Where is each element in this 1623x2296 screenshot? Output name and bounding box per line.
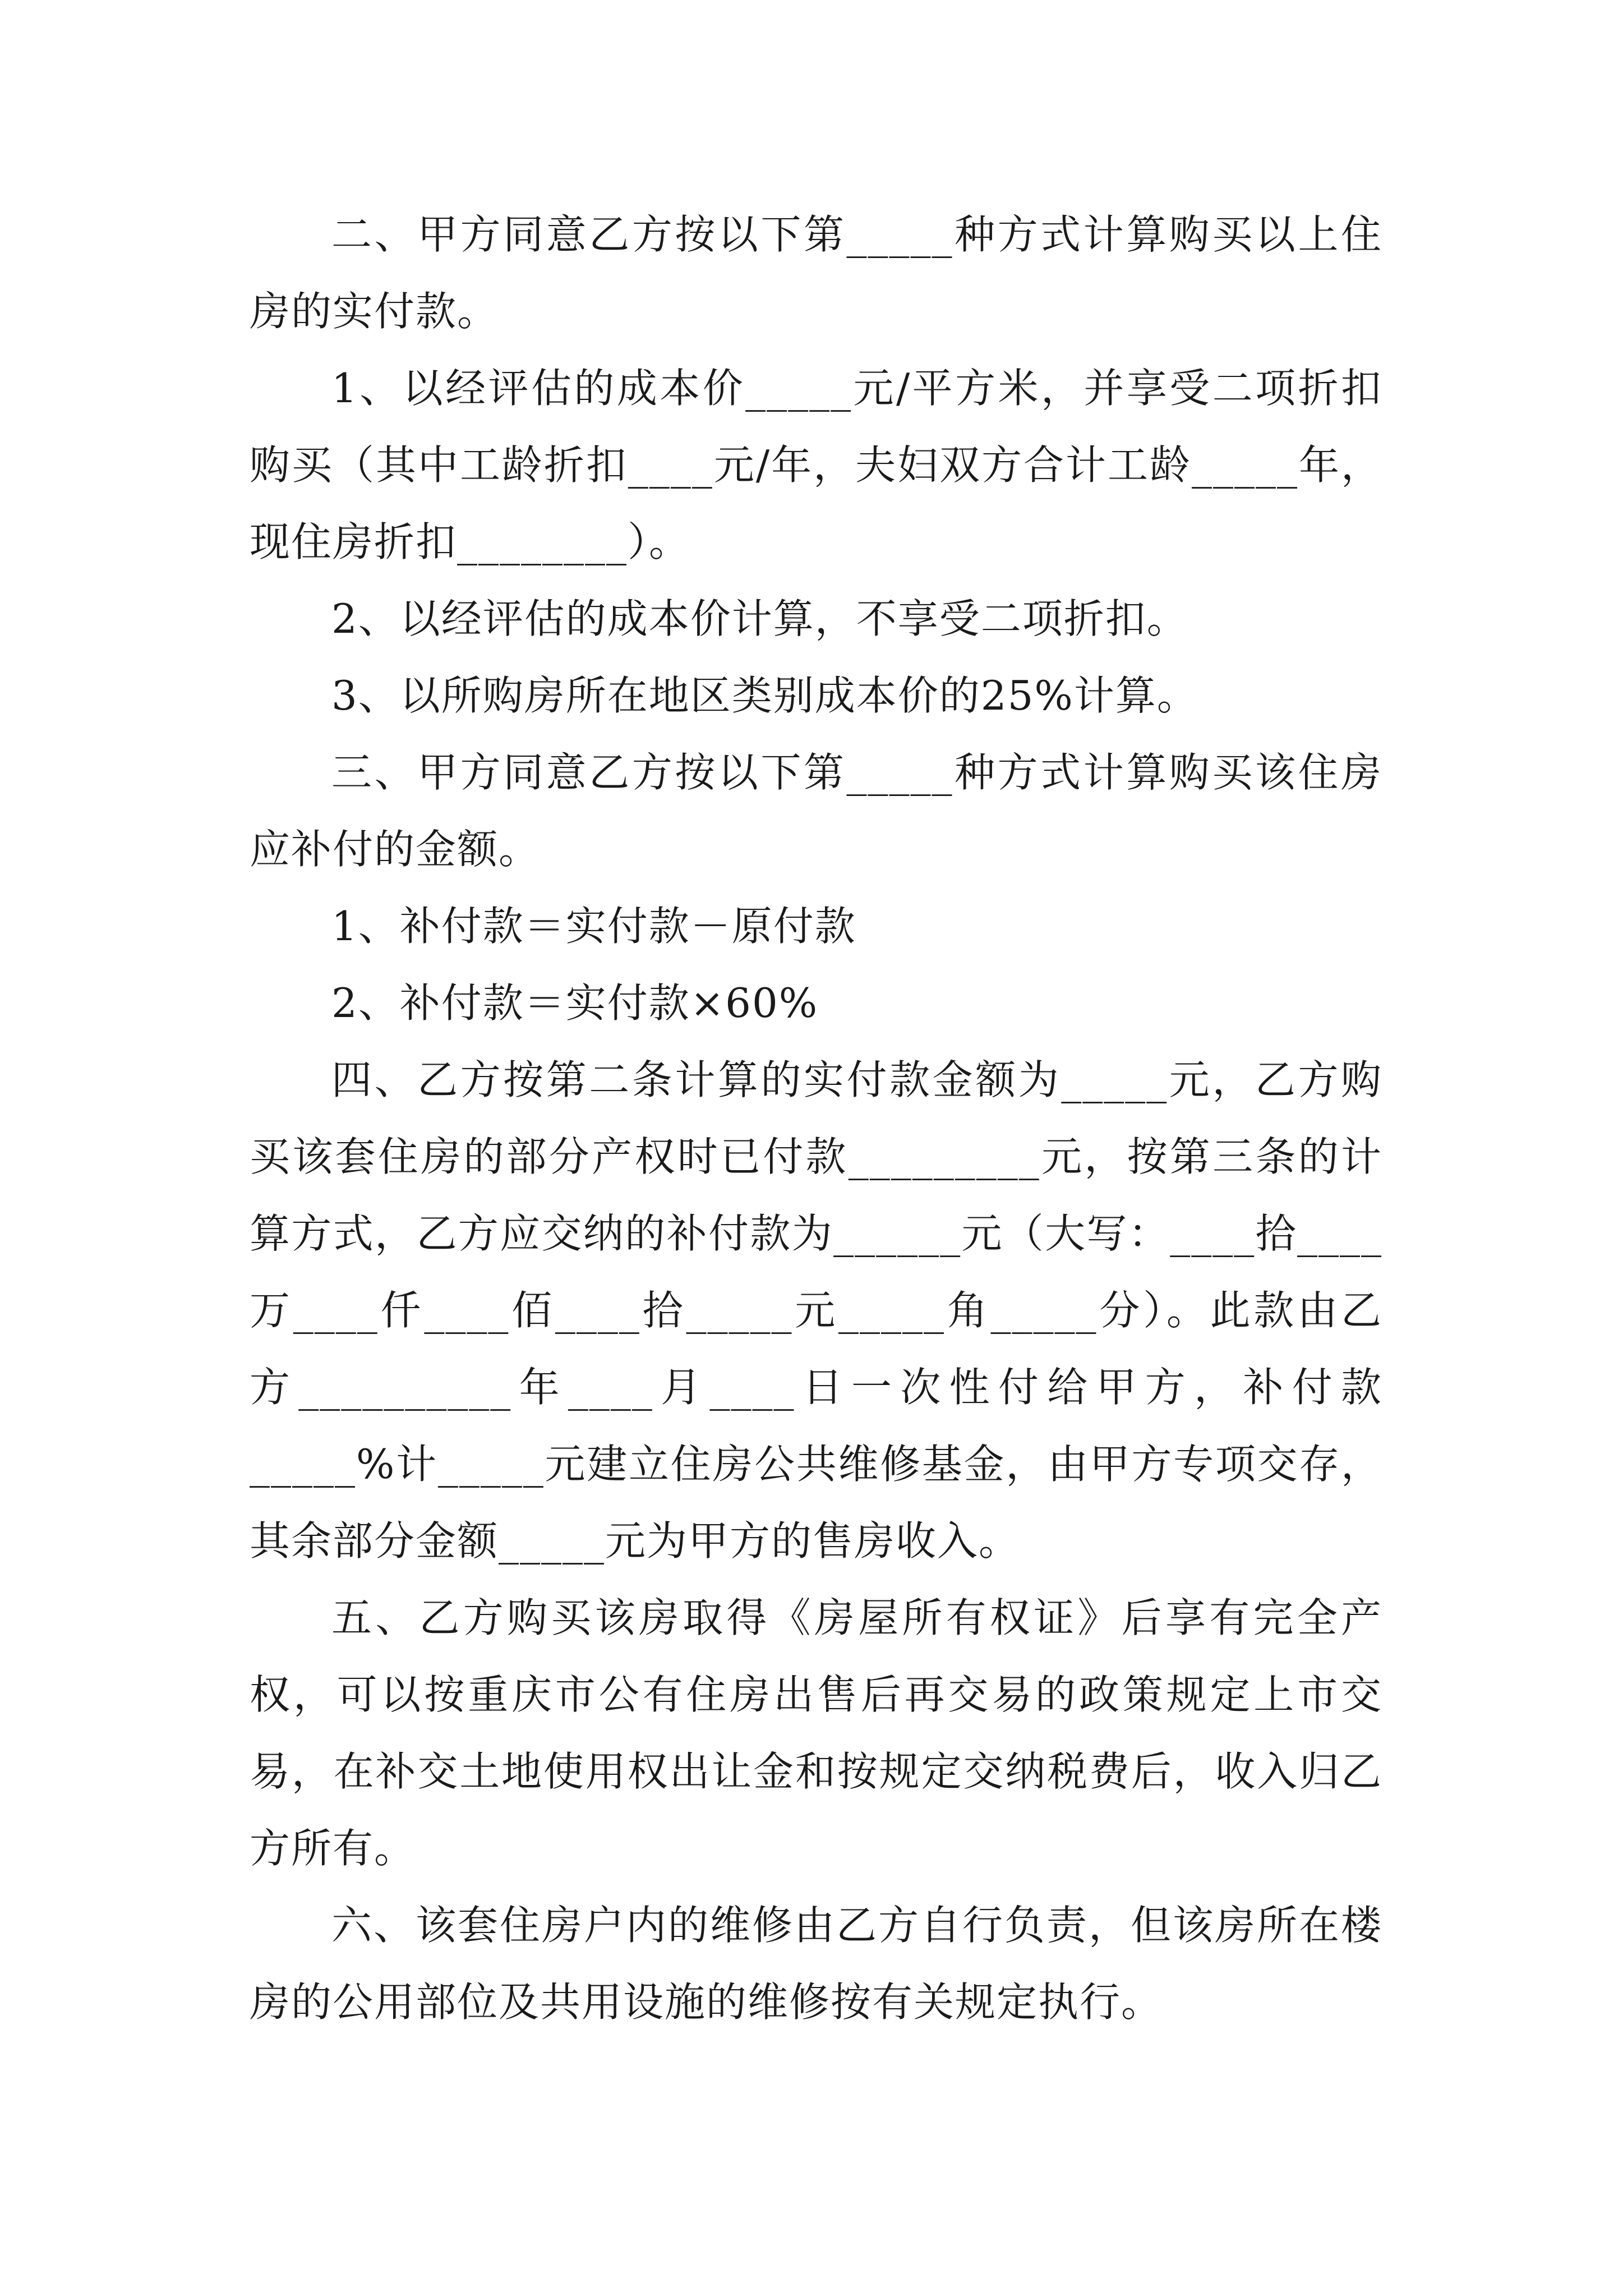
clause-5-paragraph: 五、乙方购买该房取得《房屋所有权证》后享有完全产权，可以按重庆市公有住房出售后再交易的政策规定上市交易，在补交土地使用权出让金和按规定交纳税费后，收入归乙方所有。 <box>250 1594 1382 1872</box>
clause-2-paragraph: 二、甲方同意乙方按以下第_____种方式计算购买以上住房的实付款。 <box>250 211 1382 335</box>
document-body <box>250 196 1382 2041</box>
clause-2-option-1: 1、以经评估的成本价_____元/平方米，并享受二项折扣购买（其中工龄折扣____元/年，夫妇双方合计工龄_____年，现住房折扣________）。 <box>250 365 1382 565</box>
clause-3-option-1: 1、补付款＝实付款－原付款 <box>331 903 856 950</box>
clause-2-option-3: 3、以所购房所在地区类别成本价的25%计算。 <box>331 672 1198 719</box>
clause-3-paragraph: 三、甲方同意乙方按以下第_____种方式计算购买该住房应补付的金额。 <box>250 749 1382 873</box>
clause-3-option-2: 2、补付款＝实付款×60% <box>331 979 819 1027</box>
clause-2-option-2: 2、以经评估的成本价计算，不享受二项折扣。 <box>331 595 1188 642</box>
clause-4-paragraph: 四、乙方按第二条计算的实付款金额为_____元，乙方购买该套住房的部分产权时已付款_________元，按第三条的计算方式，乙方应交纳的补付款为______元（大写：____拾____万____仟____佰____拾_____元_____角_____分）。此款由乙方__________年____月____日一次性付给甲方，补付款_____%计_____元建立住房公共维修基金，由甲方专项交存，其余部分金额_____元为甲方的售房收入。 <box>250 1056 1382 1565</box>
clause-6-paragraph: 六、该套住房户内的维修由乙方自行负责，但该房所在楼房的公用部位及共用设施的维修按有关规定执行。 <box>250 1902 1382 2026</box>
